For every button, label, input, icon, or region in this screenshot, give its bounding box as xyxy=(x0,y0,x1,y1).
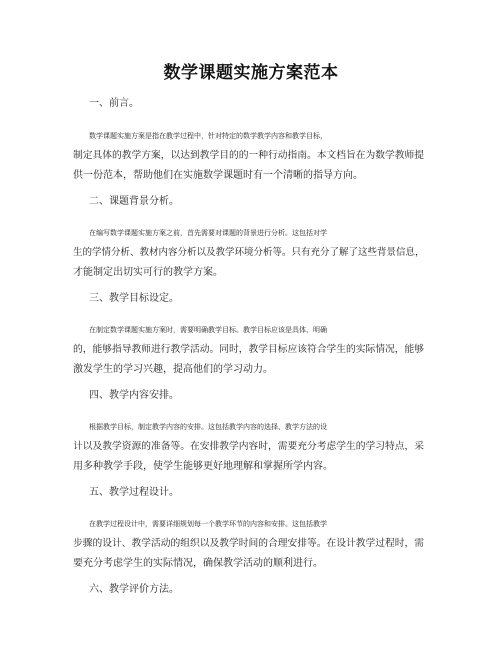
document-title: 数学课题实施方案范本 xyxy=(163,63,339,83)
section-heading: 二、课题背景分析。 xyxy=(89,196,179,207)
paragraph-line: 制定具体的教学方案，以达到教学目的的一种行动指南。本文档旨在为数学教师提 xyxy=(73,150,424,161)
paragraph-line: 要充分考虑学生的实际情况，确保教学活动的顺利进行。 xyxy=(73,558,323,569)
paragraph-line: 步骤的设计、教学活动的组织以及教学时间的合理安排等。在设计教学过程时，需 xyxy=(73,538,424,549)
paragraph-line: 才能制定出切实可行的教学方案。 xyxy=(73,267,223,278)
section-paragraph xyxy=(0,223,425,283)
section-heading: 三、教学目标设定。 xyxy=(89,293,179,304)
section-heading: 四、教学内容安排。 xyxy=(89,390,179,401)
section-paragraph xyxy=(0,514,424,574)
paragraph-line: 激发学生的学习兴趣，提高他们的学习动力。 xyxy=(73,364,273,375)
paragraph-line: 供一份范本，帮助他们在实施数学课题时有一个清晰的指导方向。 xyxy=(73,170,363,181)
paragraph-line: 数学课题实施方案是指在教学过程中，针对特定的数学教学内容和教学目标， xyxy=(89,132,327,140)
section-heading: 五、教学过程设计。 xyxy=(89,487,179,498)
section-heading: 六、教学评价方法。 xyxy=(89,584,179,595)
paragraph-line: 在制定数学课题实施方案时，需要明确教学目标。教学目标应该是具体、明确 xyxy=(89,326,327,334)
paragraph-line: 在编写数学课题实施方案之前，首先需要对课题的背景进行分析。这包括对学 xyxy=(89,229,327,237)
section-heading: 一、前言。 xyxy=(89,98,139,109)
paragraph-line: 用多种教学手段，使学生能够更好地理解和掌握所学内容。 xyxy=(73,461,333,472)
section-paragraph xyxy=(0,320,424,380)
paragraph-line: 根据教学目标，制定教学内容的安排。这包括教学内容的选择、教学方法的设 xyxy=(89,423,327,431)
paragraph-line: 生的学情分析、教材内容分析以及教学环境分析等。只有充分了解了这些背景信息， xyxy=(73,247,425,258)
section-paragraph xyxy=(0,126,424,186)
paragraph-line: 的，能够指导教师进行教学活动。同时，教学目标应该符合学生的实际情况，能够 xyxy=(73,344,424,355)
section-paragraph xyxy=(0,417,424,477)
paragraph-line: 在教学过程设计中，需要详细规划每一个教学环节的内容和安排。这包括教学 xyxy=(89,520,327,528)
paragraph-line: 计以及教学资源的准备等。在安排教学内容时，需要充分考虑学生的学习特点，采 xyxy=(73,441,424,452)
